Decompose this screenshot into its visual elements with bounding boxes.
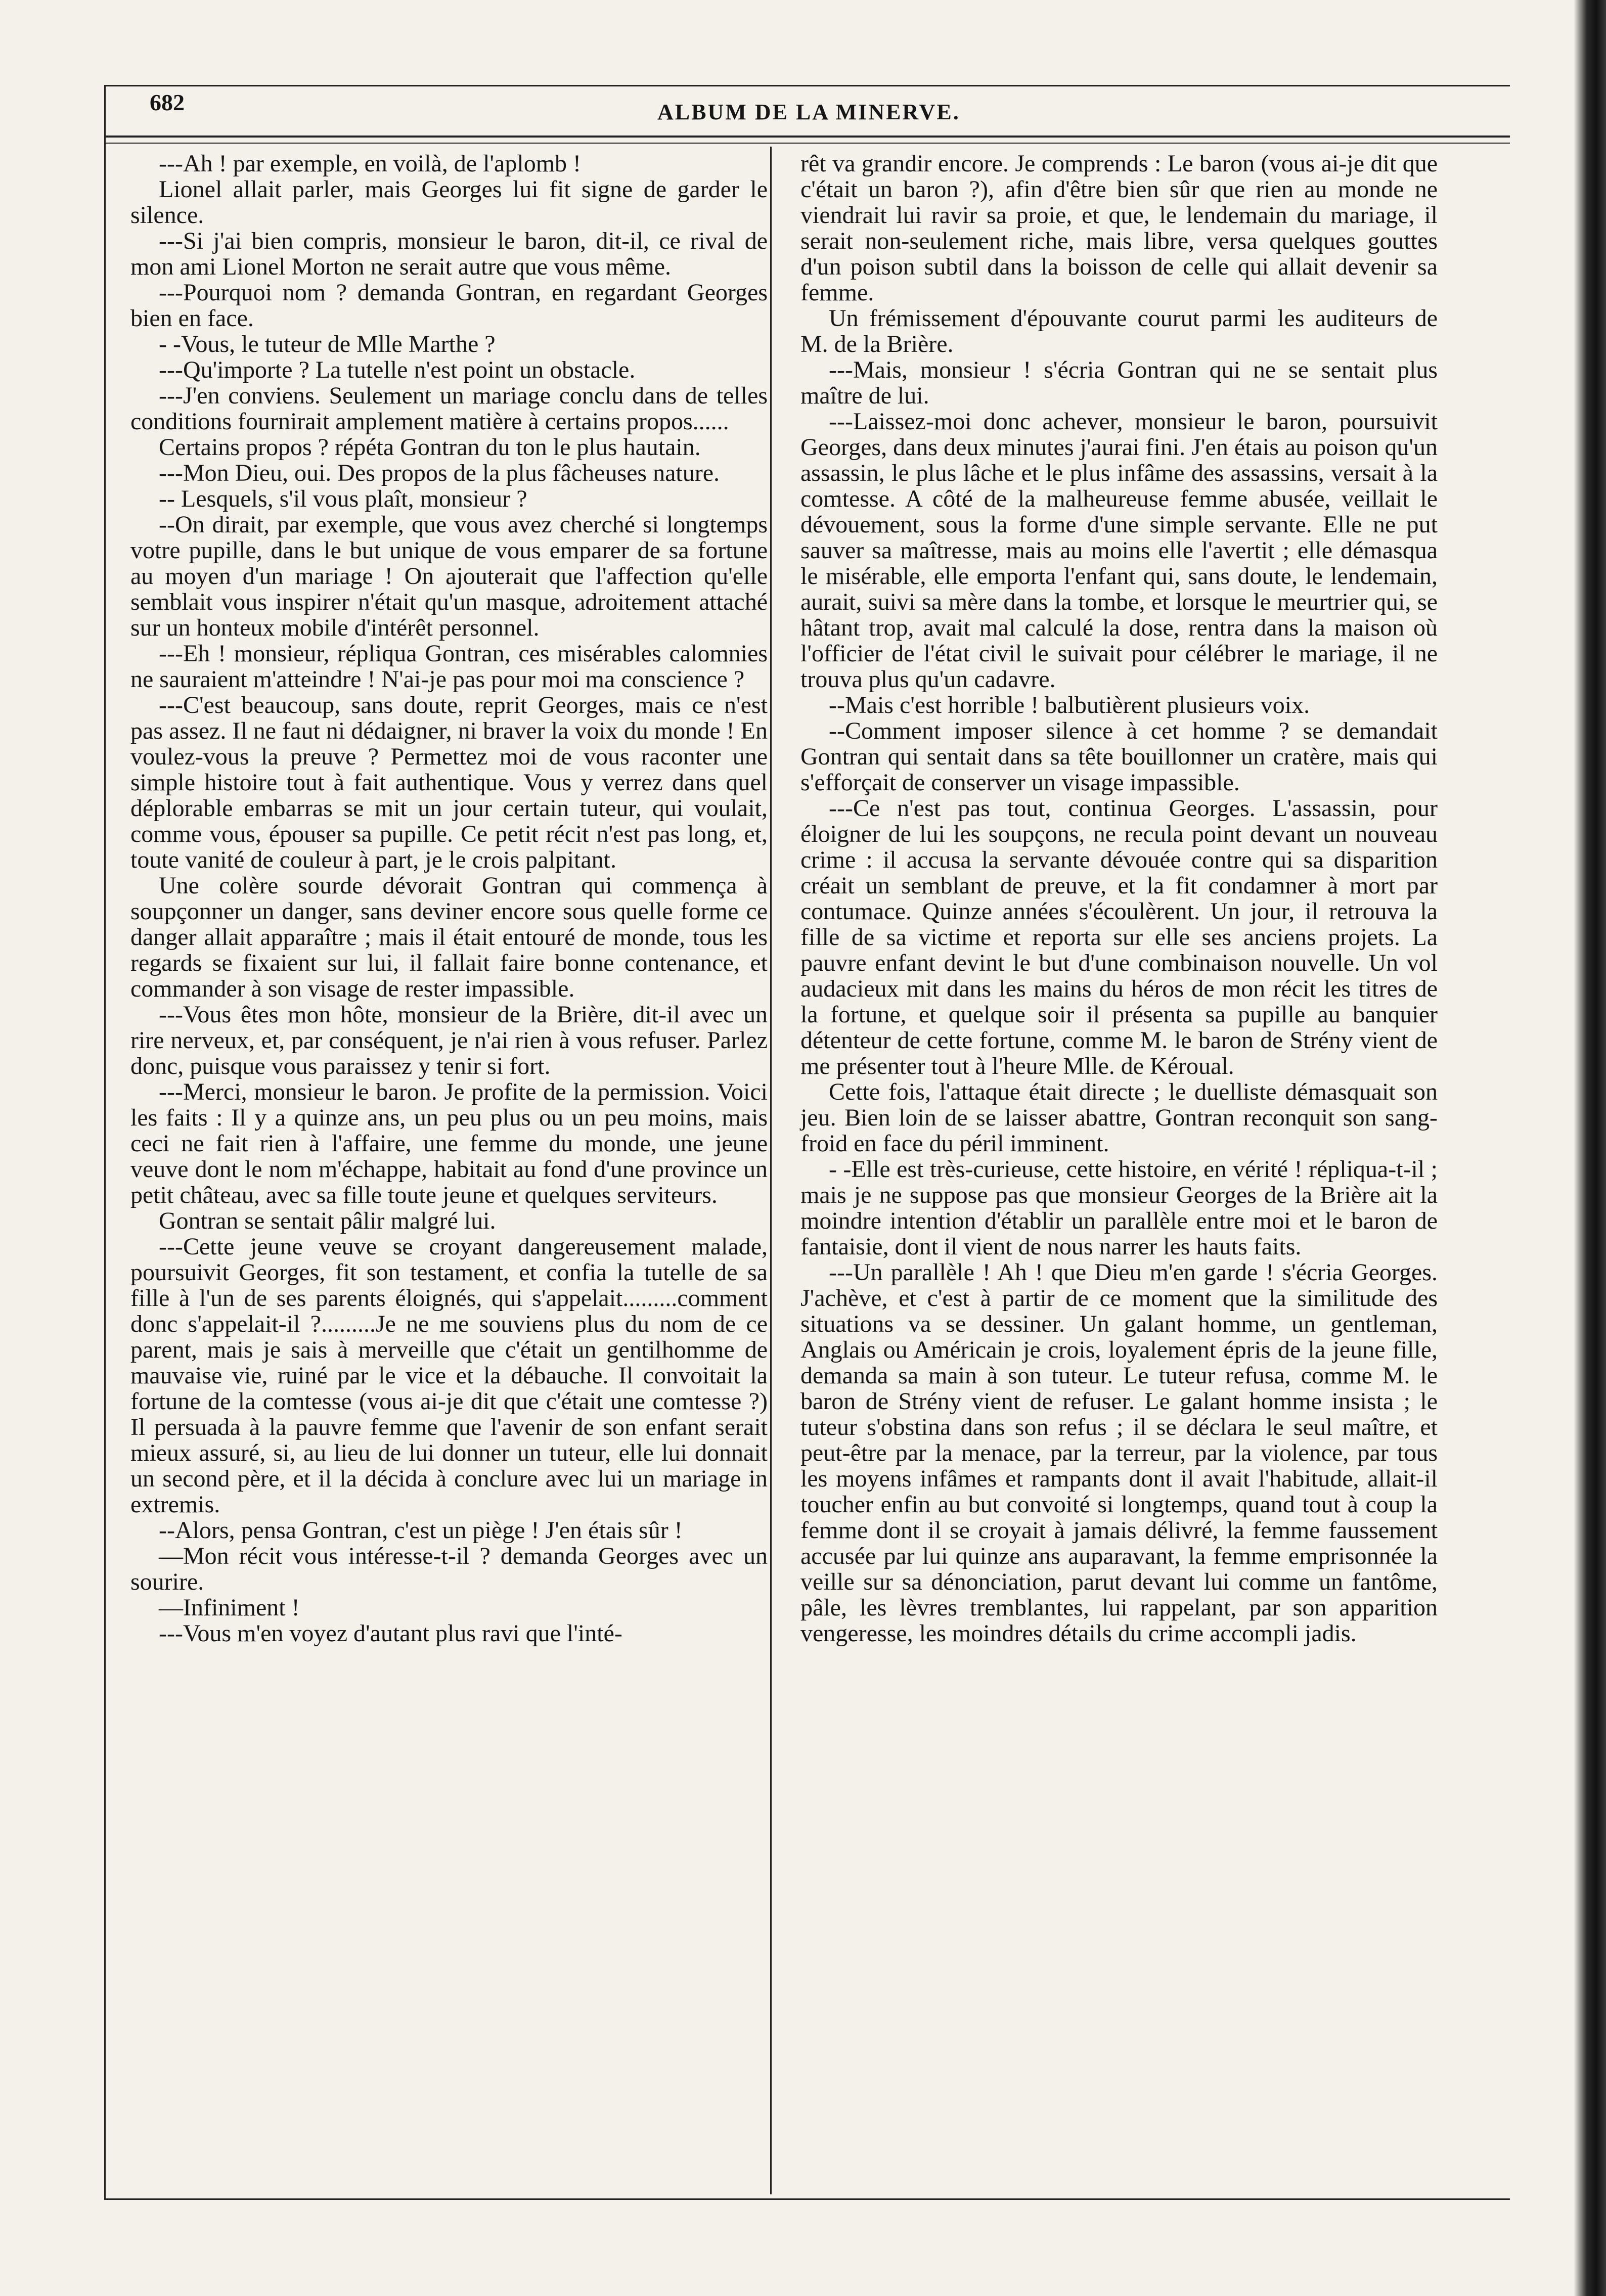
paragraph: --Comment imposer silence à cet homme ? se demandait Gontran qui sentait dans sa tête bouillonner un cratère, mais qui s'efforçait de conserver un visage impassible. (800, 717, 1438, 796)
paragraph: ---C'est beaucoup, sans doute, reprit Georges, mais ce n'est pas assez. Il ne faut ni dédaigner, ni braver la voix du monde ! En voulez-vous la preuve ? Permettez moi de vous raconter une simple histoire tout à fait authentique. Vous y verrez dans quel déplorable embarras se mit un jour certain tuteur, qui voulait, comme vous, épouser sa pupille. Ce petit récit n'est pas long, et, toute vanité de couleur à part, je le crois palpitant. (130, 692, 768, 873)
paragraph: Une colère sourde dévorait Gontran qui commença à soupçonner un danger, sans deviner encore sous quelle forme ce danger allait apparaître ; mais il était entouré de monde, tous les regards se fixaient sur lui, il fallait faire bonne contenance, et commander à son visage de rester impassible. (130, 872, 768, 1002)
paragraph: ---Merci, monsieur le baron. Je profite de la permission. Voici les faits : Il y a quinze ans, un peu plus ou un peu moins, mais ceci ne fait rien à l'affaire, une femme du monde, une jeune veuve dont le nom m'échappe, habitait au fond d'une province un petit château, avec sa fille toute jeune et quelques serviteurs. (130, 1078, 768, 1208)
paragraph: ---Un parallèle ! Ah ! que Dieu m'en garde ! s'écria Georges. J'achève, et c'est à partir de ce moment que la similitude des situations va se dessiner. Un galant homme, un gentleman, Anglais ou Américain je crois, loyalement épris de la jeune fille, demanda sa main à son tuteur. Le tuteur refusa, comme M. le baron de Strény vient de refuser. Le galant homme insista ; le tuteur s'obstina dans son refus ; il se déclara le seul maître, et peut-être par la menace, par la terreur, par la violence, par tous les moyens infâmes et rampants dont il avait l'habitude, allait-il toucher enfin au but convoité si longtemps, quand tout à coup la femme dont il se croyait à jamais délivré, la femme faussement accusée par lui quinze ans auparavant, la femme emprisonnée la veille sur sa dénonciation, parut devant lui comme un fantôme, pâle, les lèvres tremblantes, lui rappelant, par son apparition vengeresse, les moindres détails du crime accompli jadis. (800, 1259, 1438, 1647)
paragraph: - -Elle est très-curieuse, cette histoire, en vérité ! répliqua-t-il ; mais je ne suppose pas que monsieur Georges de la Brière ait la moindre intention d'établir un parallèle entre moi et le baron de fantaisie, dont il vient de nous narrer les hauts faits. (800, 1156, 1438, 1260)
paragraph: ---Si j'ai bien compris, monsieur le baron, dit-il, ce rival de mon ami Lionel Morton ne serait autre que vous même. (130, 228, 768, 280)
paragraph: ---J'en conviens. Seulement un mariage conclu dans de telles conditions fournirait amplement matière à certains propos...... (130, 382, 768, 435)
paragraph: Gontran se sentait pâlir malgré lui. (159, 1207, 496, 1234)
paragraph: --On dirait, par exemple, que vous avez cherché si longtemps votre pupille, dans le but unique de vous emparer de sa fortune au moyen d'un mariage ! On ajouterait que l'affection qu'elle semblait vous inspirer n'était qu'un masque, adroitement attaché sur un honteux mobile d'intérêt personnel. (130, 511, 768, 641)
paragraph-continued: rêt va grandir encore. Je comprends : Le baron (vous ai-je dit que c'était un baron ?), afin d'être bien sûr que rien au monde ne viendrait lui ravir sa proie, et que, le lendemain du mariage, il serait non-seulement riche, mais libre, versa quelques gouttes d'un poison subtil dans la boisson de celle qui allait devenir sa femme. (800, 150, 1438, 306)
column-divider (770, 147, 772, 2194)
paragraph: ---Vous êtes mon hôte, monsieur de la Brière, dit-il avec un rire nerveux, et, par conséquent, je n'ai rien à vous refuser. Parlez donc, puisque vous paraissez y tenir si fort. (130, 1001, 768, 1079)
paragraph: Cette fois, l'attaque était directe ; le duelliste démasquait son jeu. Bien loin de se laisser abattre, Gontran reconquit son sang-froid en face du péril imminent. (800, 1078, 1438, 1157)
book-spine-edge (1574, 0, 1606, 2296)
paragraph: ---Mon Dieu, oui. Des propos de la plus fâcheuses nature. (159, 460, 720, 486)
paragraph: ---Pourquoi nom ? demanda Gontran, en regardant Georges bien en face. (130, 279, 768, 332)
paragraph: ---Cette jeune veuve se croyant dangereusement malade, poursuivit Georges, fit son testament, et confia la tutelle de sa fille à l'un de ses parents éloignés, qui s'appelait.........comment donc s'appelait-il ?.........Je ne me souviens plus du nom de ce parent, mais je sais à merveille que c'était un gentilhomme de mauvaise vie, ruiné par le vice et la débauche. Il convoitait la fortune de la comtesse (vous ai-je dit que c'était une comtesse ?) Il persuada à la pauvre femme que l'avenir de son enfant serait mieux assuré, si, au lieu de lui donner un tuteur, elle lui donnait un second père, et il la décida à conclure avec lui un mariage in extremis. (130, 1233, 768, 1518)
running-title: ALBUM DE LA MINERVE. (657, 100, 960, 124)
paragraph: ---Ah ! par exemple, en voilà, de l'aplomb ! (159, 150, 582, 177)
paragraph: -- Lesquels, s'il vous plaît, monsieur ? (159, 485, 527, 512)
paragraph: —Infiniment ! (159, 1594, 300, 1621)
page-number: 682 (150, 89, 185, 115)
paragraph: ---Qu'importe ? La tutelle n'est point un obstacle. (159, 356, 636, 383)
left-column (130, 151, 768, 1646)
header-rule-thin (104, 143, 1510, 144)
paragraph: ---Mais, monsieur ! s'écria Gontran qui ne se sentait plus maître de lui. (800, 356, 1438, 409)
paragraph: ---Eh ! monsieur, répliqua Gontran, ces misérables calomnies ne sauraient m'atteindre ! N'ai-je pas pour moi ma conscience ? (130, 640, 768, 693)
paragraph: Certains propos ? répéta Gontran du ton le plus hautain. (159, 434, 701, 461)
footer-rule (104, 2198, 1510, 2200)
header-rule (104, 136, 1510, 138)
paragraph: ---Vous m'en voyez d'autant plus ravi que l'inté- (159, 1620, 622, 1647)
paragraph: Lionel allait parler, mais Georges lui fit signe de garder le silence. (130, 176, 768, 229)
paragraph: - -Vous, le tuteur de Mlle Marthe ? (159, 331, 496, 357)
paragraph: --Alors, pensa Gontran, c'est un piège ! J'en étais sûr ! (159, 1517, 683, 1544)
paragraph: --Mais c'est horrible ! balbutièrent plusieurs voix. (829, 692, 1310, 718)
paragraph: Un frémissement d'épouvante courut parmi les auditeurs de M. de la Brière. (800, 305, 1438, 357)
paragraph: ---Ce n'est pas tout, continua Georges. L'assassin, pour éloigner de lui les soupçons, ne recula point devant un nouveau crime : il accusa la servante dévouée contre qui sa disparition créait un semblant de preuve, et la fit condamner à mort par contumace. Quinze années s'écoulèrent. Un jour, il retrouva la fille de sa victime et reporta sur elle ses anciens projets. La pauvre enfant devint le but d'une combinaison nouvelle. Un vol audacieux mit dans les mains du héros de mon récit les titres de la fortune, et quelque soir il présenta sa pupille au banquier détenteur de cette fortune, comme M. le baron de Strény vient de me présenter tout à l'heure Mlle. de Kéroual. (800, 795, 1438, 1079)
paragraph: —Mon récit vous intéresse-t-il ? demanda Georges avec un sourire. (130, 1543, 768, 1595)
right-column (800, 151, 1438, 1646)
paragraph: ---Laissez-moi donc achever, monsieur le baron, poursuivit Georges, dans deux minutes j'aurai fini. J'en étais au poison qu'un assassin, le plus lâche et le plus infâme des assassins, versait à la comtesse. A côté de la malheureuse femme abusée, veillait le dévouement, sous la forme d'une simple servante. Elle ne put sauver sa maîtresse, mais au moins elle l'avertit ; elle démasqua le misérable, elle emporta l'enfant qui, sans doute, le lendemain, aurait, suivi sa mère dans la tombe, et lorsque le meurtrier qui, se hâtant trop, avait mal calculé la dose, rentra dans la maison où l'officier de l'état civil le suivait pour célébrer le mariage, il ne trouva plus qu'un cadavre. (800, 408, 1438, 693)
